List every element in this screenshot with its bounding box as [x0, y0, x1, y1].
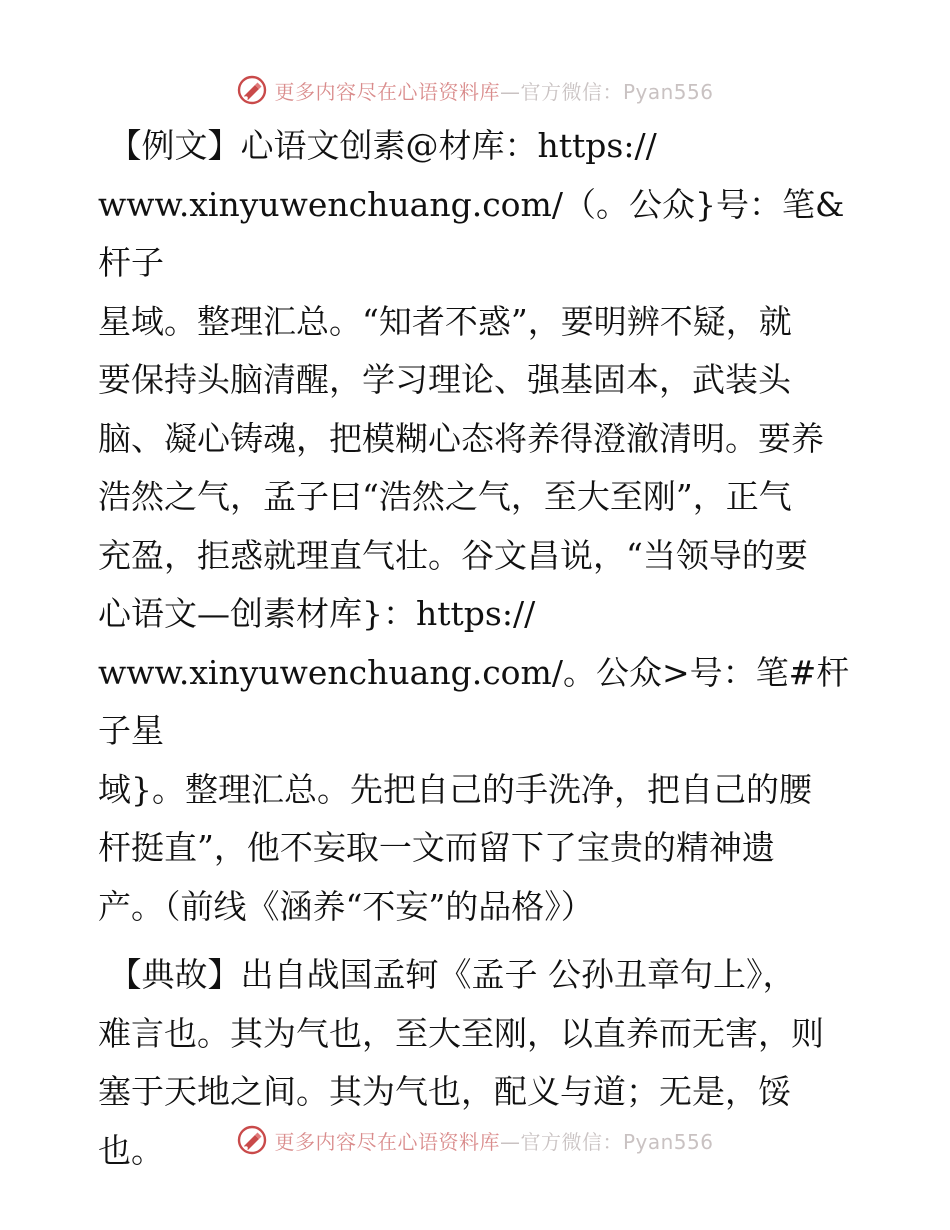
example-paragraph: [98, 117, 858, 936]
text-line: 塞于天地之间。其为气也，配义与道；无是，馁: [98, 1072, 791, 1111]
text-line: 难言也。其为气也，至大至刚，以直养而无害，则: [98, 1013, 824, 1053]
footer-banner: [0, 1120, 950, 1160]
text-line: www.xinyuwenchuang.com/。公众>号：笔#杆子星: [98, 652, 850, 750]
pen-in-circle-logo-icon: [236, 74, 268, 106]
text-line: 心语文—创素材库}：https://: [98, 594, 536, 633]
text-line: 浩然之气，孟子曰“浩然之气，至大至刚”，正气: [98, 477, 792, 516]
text-line: www.xinyuwenchuang.com/（。公众}号：笔&杆子: [98, 184, 845, 282]
text-line: 产。（前线《涵养“不妄”的品格》）: [98, 886, 594, 926]
footer-banner-text: [274, 1126, 713, 1155]
document-body: [98, 117, 858, 1180]
text-line: 【例文】心语文创素@材库：https://: [98, 126, 657, 165]
text-line: 要保持头脑清醒，学习理论、强基固本，武装头: [98, 360, 791, 399]
footer-banner-red: 更多内容尽在心语资料库: [274, 1129, 500, 1154]
text-line: 【典故】出自战国孟轲《孟子 公孙丑章句上》，: [98, 955, 796, 994]
text-line: 星域。整理汇总。“知者不惑”，要明辨不疑，就: [98, 301, 792, 341]
header-banner-gray: —官方微信：Pyan556: [499, 79, 714, 104]
footer-banner-gray: —官方微信：Pyan556: [499, 1129, 714, 1154]
pen-in-circle-logo-icon: [236, 1124, 268, 1156]
text-line: 脑、凝心铸魂，把模糊心态将养得澄澈清明。要养: [98, 418, 824, 458]
text-line: 也。: [98, 1130, 164, 1170]
text-line: 杆挺直”，他不妄取一文而留下了宝贵的精神遗: [98, 828, 775, 867]
header-banner: [0, 70, 950, 110]
text-line: 充盈，拒惑就理直气壮。谷文昌说，“当领导的要: [98, 535, 808, 575]
header-banner-red: 更多内容尽在心语资料库: [274, 79, 500, 104]
header-banner-text: [274, 76, 713, 105]
text-line: 域}。整理汇总。先把自己的手洗净，把自己的腰: [98, 769, 812, 809]
